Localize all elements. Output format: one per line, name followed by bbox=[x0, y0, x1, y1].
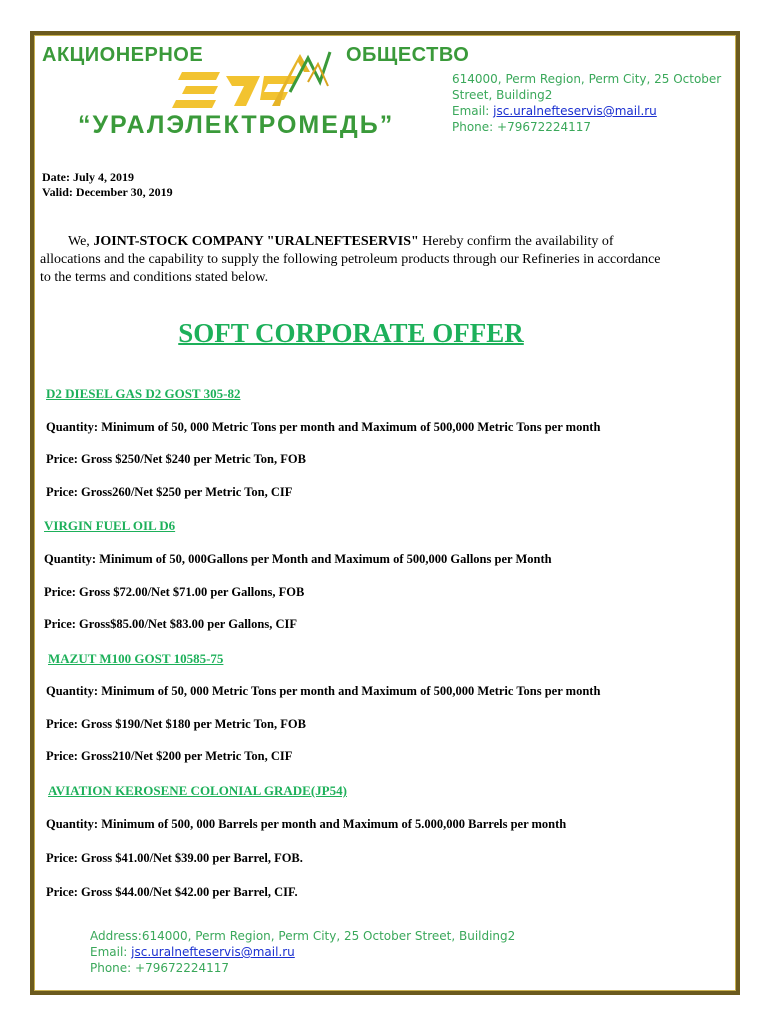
product-heading: VIRGIN FUEL OIL D6 bbox=[44, 518, 176, 533]
intro-paragraph bbox=[40, 233, 730, 287]
product-line: Quantity: Minimum of 500, 000 Barrels per month and Maximum of 5.000,000 Barrels per month bbox=[46, 817, 567, 831]
letterhead-org-type-right: ОБЩЕСТВО bbox=[346, 44, 470, 66]
product-line: Quantity: Minimum of 50, 000 Metric Tons per month and Maximum of 500,000 Metric Tons per month bbox=[46, 420, 601, 434]
product-line: Price: Gross $190/Net $180 per Metric Ton, FOB bbox=[46, 717, 306, 731]
intro-line-1: We, JOINT-STOCK COMPANY "URALNEFTESERVIS" Hereby confirm the availability of bbox=[68, 234, 614, 249]
company-logo bbox=[168, 42, 346, 112]
header-phone: Phone: +79672224117 bbox=[452, 120, 592, 134]
footer-contact bbox=[90, 928, 690, 976]
product-line: Price: Gross210/Net $200 per Metric Ton, CIF bbox=[46, 749, 293, 763]
intro-company: JOINT-STOCK COMPANY "URALNEFTESERVIS" bbox=[93, 234, 419, 249]
product-line: Price: Gross $41.00/Net $39.00 per Barrel, FOB. bbox=[46, 851, 303, 865]
header-email-row: Email: jsc.uralnefteservis@mail.ru bbox=[452, 104, 657, 118]
header-email-link[interactable]: jsc.uralnefteservis@mail.ru bbox=[493, 104, 657, 118]
product-line: Price: Gross $44.00/Net $42.00 per Barrel, CIF. bbox=[46, 885, 298, 899]
product-line: Quantity: Minimum of 50, 000Gallons per Month and Maximum of 500,000 Gallons per Month bbox=[44, 552, 552, 566]
product-line: Price: Gross $72.00/Net $71.00 per Gallons, FOB bbox=[44, 585, 305, 599]
company-name: “УРАЛЭЛЕКТРОМЕДЬ” bbox=[78, 111, 395, 139]
intro-line-3: to the terms and conditions stated below. bbox=[40, 270, 269, 285]
header-address: 614000, Perm Region, Perm City, 25 October Street, Building2 bbox=[452, 72, 722, 102]
product-heading: MAZUT M100 GOST 10585-75 bbox=[48, 651, 224, 666]
product-line: Quantity: Minimum of 50, 000 Metric Tons per month and Maximum of 500,000 Metric Tons per month bbox=[46, 684, 601, 698]
header-contact bbox=[452, 71, 722, 135]
product-heading: D2 DIESEL GAS D2 GOST 305-82 bbox=[46, 386, 241, 401]
offer-date: Date: July 4, 2019 bbox=[42, 170, 134, 184]
page-title: SOFT CORPORATE OFFER bbox=[178, 318, 524, 348]
footer-address: Address:614000, Perm Region, Perm City, 25 October Street, Building2 bbox=[90, 929, 516, 943]
offer-valid: Valid: December 30, 2019 bbox=[42, 185, 173, 199]
letterhead-org-type-left: АКЦИОНЕРНОЕ bbox=[42, 44, 204, 66]
product-heading: AVIATION KEROSENE COLONIAL GRADE(JP54) bbox=[48, 783, 347, 798]
product-line: Price: Gross260/Net $250 per Metric Ton, CIF bbox=[46, 485, 293, 499]
product-line: Price: Gross$85.00/Net $83.00 per Gallons, CIF bbox=[44, 617, 297, 631]
footer-email-link[interactable]: jsc.uralnefteservis@mail.ru bbox=[131, 945, 295, 959]
footer-email-row: Email: jsc.uralnefteservis@mail.ru bbox=[90, 945, 295, 959]
intro-line-2: allocations and the capability to supply the following petroleum products through our Refineries in accordance bbox=[40, 252, 661, 267]
product-line: Price: Gross $250/Net $240 per Metric Ton, FOB bbox=[46, 452, 306, 466]
footer-phone: Phone: +79672224117 bbox=[90, 961, 230, 975]
